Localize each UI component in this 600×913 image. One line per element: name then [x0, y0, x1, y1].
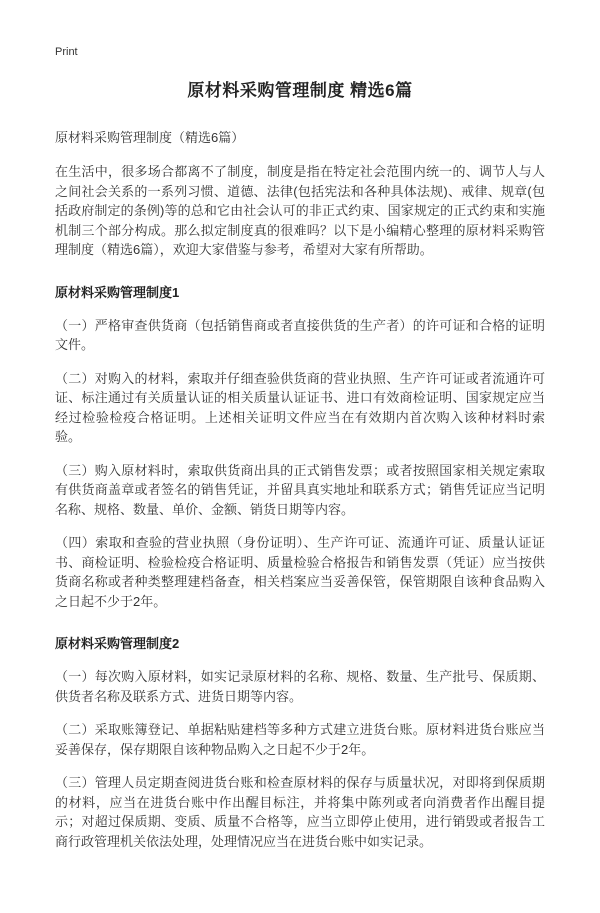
section-2-paragraph-3: （三）管理人员定期查阅进货台账和检查原材料的保存与质量状况，对即将到保质期的材料，应当在进货台账中作出醒目标注，并将集中陈列或者向消费者作出醒目提示；对超过保质期、变质、质量不合格等，应当立即停止使用，进行销毁或者报告工商行政管理机关依法处理，处理情况应当在进货台账中如实记录。 [55, 775, 545, 849]
section-1-heading: 原材料采购管理制度1 [55, 284, 180, 300]
section-1-paragraph-2: （二）对购入的材料，索取并仔细查验供货商的营业执照、生产许可证或者流通许可证、标注通过有关质量认证的相关质量认证证书、进口有效商检证明、国家规定应当经过检验检疫合格证明。上述相关证明文件应当在有效期内首次购入该种材料时索验。 [55, 370, 545, 444]
section-1-paragraph-4: （四）索取和查验的营业执照（身份证明）、生产许可证、流通许可证、质量认证证书、商检证明、检验检疫合格证明、质量检验合格报告和销售发票（凭证）应当按供货商名称或者种类整理建档备查，相关档案应当妥善保管，保管期限自该种食品购入之日起不少于2年。 [55, 535, 545, 609]
page-title: 原材料采购管理制度 精选6篇 [187, 81, 413, 100]
intro-paragraph: 在生活中，很多场合都离不了制度，制度是指在特定社会范围内统一的、调节人与人之间社会关系的一系列习惯、道德、法律(包括宪法和各种具体法规)、戒律、规章(包括政府制定的条例)等的总和它由社会认可的非正式约束、国家规定的正式约束和实施机制三个部分构成。那么拟定制度真的很难吗？以下是小编精心整理的原材料采购管理制度（精选6篇），欢迎大家借鉴与参考，希望对大家有所帮助。 [55, 164, 545, 257]
print-link[interactable]: Print [55, 46, 78, 58]
section-1-paragraph-3: （三）购入原材料时，索取供货商出具的正式销售发票；或者按照国家相关规定索取有供货商盖章或者签名的销售凭证，并留具真实地址和联系方式；销售凭证应当记明名称、规格、数量、单价、金额、销货日期等内容。 [55, 462, 545, 517]
document-subtitle: 原材料采购管理制度（精选6篇） [55, 130, 245, 145]
section-1-paragraph-1: （一）严格审查供货商（包括销售商或者直接供货的生产者）的许可证和合格的证明文件。 [55, 317, 545, 352]
section-2-heading: 原材料采购管理制度2 [55, 636, 180, 651]
section-2-paragraph-2: （二）采取账簿登记、单据粘贴建档等多种方式建立进货台账。原材料进货台账应当妥善保存，保存期限自该种物品购入之日起不少于2年。 [55, 722, 545, 757]
section-2-paragraph-1: （一）每次购入原材料，如实记录原材料的名称、规格、数量、生产批号、保质期、供货者名称及联系方式、进货日期等内容。 [55, 669, 545, 704]
